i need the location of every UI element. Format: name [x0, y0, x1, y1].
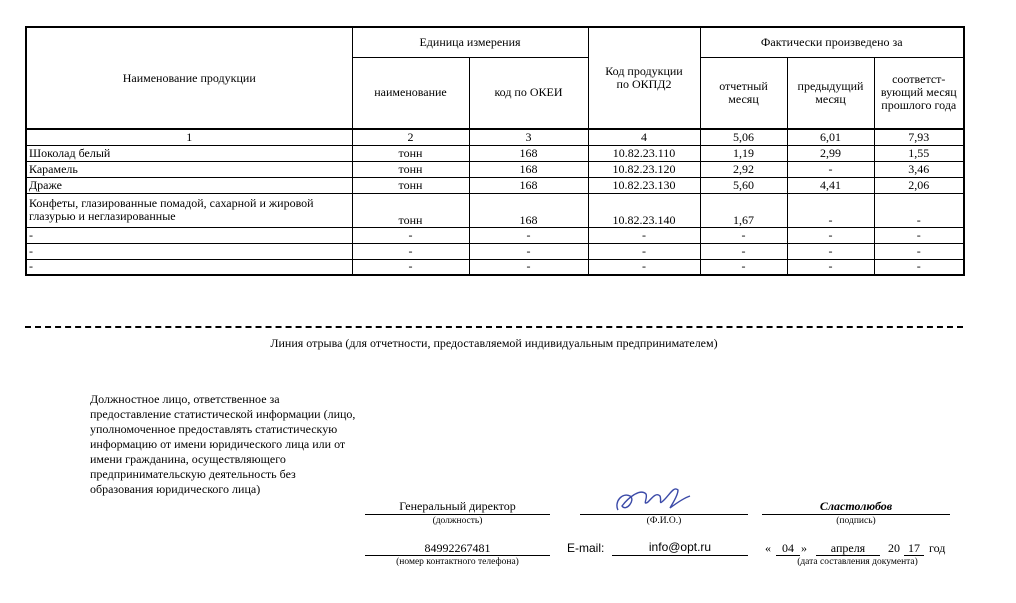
table-row [26, 259, 964, 275]
product-name-cell: - [26, 259, 352, 275]
signature-line [762, 514, 950, 515]
okei-cell: - [469, 243, 588, 259]
unit-cell: - [352, 243, 469, 259]
official-description: Должностное лицо, ответственное за предоставление статистической информации (лицо, уполномоченное предоставлять статистическую информацию от имени юридического лица или от имени гражданина, осуществляющего предпринимательскую деятельность без образования юридического лица) [90, 392, 356, 496]
prev-year-cell: 1,55 [874, 145, 964, 161]
prev-month-cell: - [787, 259, 874, 275]
col-number: 5,06 [700, 129, 787, 145]
okpd-cell: 10.82.23.110 [588, 145, 700, 161]
unit-cell: тонн [352, 161, 469, 177]
fio-line [580, 514, 748, 515]
table-row [26, 193, 964, 227]
report-month-cell: - [700, 227, 787, 243]
table-row [26, 161, 964, 177]
okpd-cell: 10.82.23.130 [588, 177, 700, 193]
date-caption: (дата составления документа) [797, 557, 918, 567]
column-numbers-row [26, 129, 964, 145]
prev-year-cell: - [874, 193, 964, 227]
report-month-cell: - [700, 243, 787, 259]
header-produced-group: Фактически произведено за [700, 27, 964, 57]
unit-cell: тонн [352, 193, 469, 227]
prev-month-cell: - [787, 243, 874, 259]
product-name-cell: Шоколад белый [26, 145, 352, 161]
date-year-line [904, 555, 924, 556]
col-number: 2 [352, 129, 469, 145]
table-row [26, 177, 964, 193]
tear-line-label: Линия отрыва (для отчетности, предоставляемой индивидуальным предпринимателем) [270, 336, 718, 350]
okpd-cell: 10.82.23.120 [588, 161, 700, 177]
prev-year-cell: - [874, 259, 964, 275]
email-value: info@opt.ru [648, 540, 712, 554]
unit-cell: - [352, 227, 469, 243]
date-month: апреля [830, 541, 866, 555]
signature-caption: (подпись) [836, 516, 876, 526]
okei-cell: 168 [469, 145, 588, 161]
col-number: 3 [469, 129, 588, 145]
email-label: E-mail: [567, 541, 605, 555]
product-name-cell: - [26, 227, 352, 243]
fio-caption: (Ф.И.О.) [646, 516, 682, 526]
phone-value: 84992267481 [424, 541, 491, 555]
prev-year-cell: - [874, 227, 964, 243]
prev-month-cell: - [787, 193, 874, 227]
production-table [25, 26, 965, 276]
date-year-word: год [929, 541, 946, 555]
position-value: Генеральный директор [399, 499, 516, 513]
table-row [26, 243, 964, 259]
date-close-quote: » [801, 541, 807, 555]
unit-cell: - [352, 259, 469, 275]
col-number: 7,93 [874, 129, 964, 145]
phone-line [365, 555, 550, 556]
okpd-cell: 10.82.23.140 [588, 193, 700, 227]
header-product-name: Наименование продукции [26, 27, 352, 129]
table-row [26, 227, 964, 243]
product-name-cell: - [26, 243, 352, 259]
okpd-cell: - [588, 243, 700, 259]
report-month-cell: 1,19 [700, 145, 787, 161]
okpd-cell: - [588, 227, 700, 243]
signature-value: Сластолюбов [819, 499, 893, 513]
date-year-suffix: 17 [908, 541, 920, 555]
prev-month-cell: 2,99 [787, 145, 874, 161]
prev-year-cell: 2,06 [874, 177, 964, 193]
header-unit-code: код по ОКЕИ [469, 57, 588, 129]
product-name-cell: Драже [26, 177, 352, 193]
okpd-cell: - [588, 259, 700, 275]
header-report-month: отчетный месяц [700, 57, 787, 129]
position-line [365, 514, 550, 515]
okei-cell: 168 [469, 161, 588, 177]
date-month-line [816, 555, 880, 556]
position-caption: (должность) [432, 516, 483, 526]
col-number: 6,01 [787, 129, 874, 145]
email-line [612, 555, 748, 556]
date-year-prefix: 20 [888, 541, 900, 555]
unit-cell: тонн [352, 145, 469, 161]
date-open-quote: « [765, 541, 771, 555]
prev-month-cell: - [787, 161, 874, 177]
report-month-cell: 5,60 [700, 177, 787, 193]
unit-cell: тонн [352, 177, 469, 193]
product-name-cell: Карамель [26, 161, 352, 177]
tear-off-dashed-line [25, 326, 963, 328]
header-prev-month: предыдущий месяц [787, 57, 874, 129]
header-unit-name: наименование [352, 57, 469, 129]
header-same-month-prev-year: соответст-вующий месяц прошлого года [874, 57, 964, 129]
report-month-cell: - [700, 259, 787, 275]
report-month-cell: 2,92 [700, 161, 787, 177]
prev-month-cell: - [787, 227, 874, 243]
report-month-cell: 1,67 [700, 193, 787, 227]
product-name-cell: Конфеты, глазированные помадой, сахарной и жировой глазурью и неглазированные [26, 193, 352, 227]
phone-caption: (номер контактного телефона) [396, 557, 519, 567]
okei-cell: - [469, 259, 588, 275]
prev-year-cell: - [874, 243, 964, 259]
okei-cell: 168 [469, 193, 588, 227]
header-unit-group: Единица измерения [352, 27, 588, 57]
col-number: 1 [26, 129, 352, 145]
header-okpd: Код продукции по ОКПД2 [588, 27, 700, 129]
col-number: 4 [588, 129, 700, 145]
prev-month-cell: 4,41 [787, 177, 874, 193]
date-day-line [776, 555, 800, 556]
okei-cell: - [469, 227, 588, 243]
prev-year-cell: 3,46 [874, 161, 964, 177]
handwritten-signature-icon [612, 484, 692, 516]
table-row [26, 145, 964, 161]
okei-cell: 168 [469, 177, 588, 193]
date-day: 04 [782, 541, 794, 555]
